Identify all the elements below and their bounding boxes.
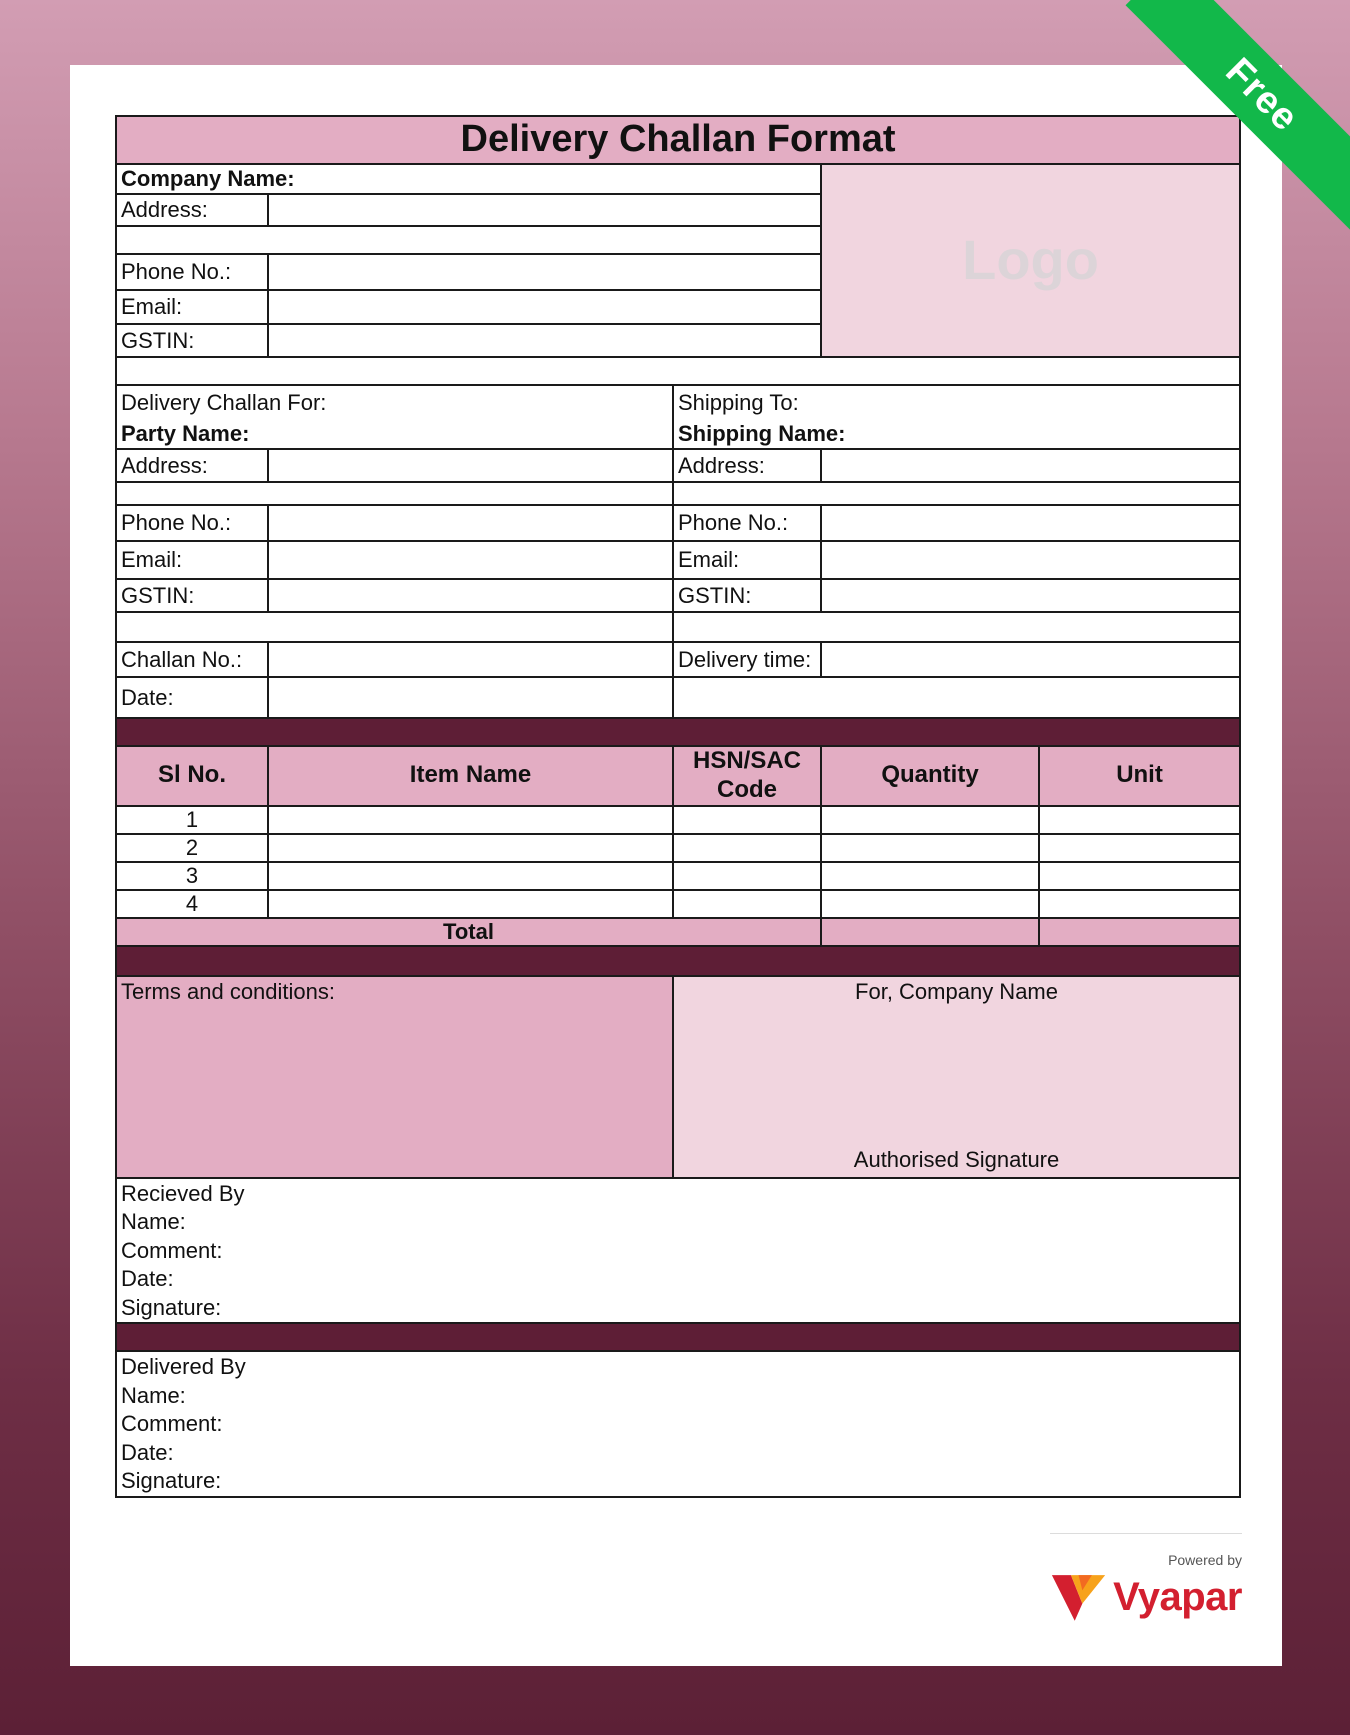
item-name-cell[interactable] [268, 862, 673, 890]
free-ribbon-wrap [1110, 0, 1350, 240]
quantity-cell[interactable] [821, 834, 1039, 862]
header-sl-no: Sl No. [116, 746, 268, 806]
company-gstin-field[interactable] [268, 324, 821, 357]
header-item-name: Item Name [268, 746, 673, 806]
party-address-label: Address: [116, 449, 268, 482]
company-address-field[interactable] [268, 194, 821, 226]
total-quantity-cell[interactable] [821, 918, 1039, 946]
powered-by-footer [1050, 1533, 1242, 1624]
company-gstin-label: GSTIN: [116, 324, 268, 357]
item-name-cell[interactable] [268, 890, 673, 918]
received-date-label: Date: [121, 1266, 174, 1292]
company-phone-field[interactable] [268, 254, 821, 290]
quantity-cell[interactable] [821, 862, 1039, 890]
party-gstin-label: GSTIN: [116, 579, 268, 612]
unit-cell[interactable] [1039, 806, 1240, 834]
shipping-email-label: Email: [673, 541, 821, 579]
hsn-code-cell[interactable] [673, 834, 821, 862]
vyapar-logo-icon [1050, 1570, 1107, 1624]
vyapar-brand-name: Vyapar [1113, 1574, 1242, 1619]
header-unit: Unit [1039, 746, 1240, 806]
quantity-cell[interactable] [821, 806, 1039, 834]
party-gstin-field[interactable] [268, 579, 673, 612]
divider-band [116, 718, 1240, 746]
row-sl-no: 3 [116, 862, 268, 890]
table-row [116, 806, 1240, 834]
company-name-label: Company Name: [116, 164, 821, 194]
company-address-label: Address: [116, 194, 268, 226]
company-phone-label: Phone No.: [116, 254, 268, 290]
row-sl-no: 2 [116, 834, 268, 862]
quantity-cell[interactable] [821, 890, 1039, 918]
challan-no-field[interactable] [268, 642, 673, 677]
total-unit-cell[interactable] [1039, 918, 1240, 946]
header-hsn-sac-code: HSN/SAC Code [673, 746, 821, 806]
shipping-name-label: Shipping Name: [673, 419, 1240, 449]
party-address-field[interactable] [268, 449, 673, 482]
party-section-label: Delivery Challan For: [116, 385, 673, 419]
total-label: Total [116, 918, 821, 946]
free-ribbon: Free [1126, 0, 1350, 231]
spacer-row [116, 357, 1240, 385]
delivered-by-section[interactable] [116, 1351, 1240, 1497]
challan-date-field[interactable] [268, 677, 673, 718]
party-email-label: Email: [116, 541, 268, 579]
party-email-field[interactable] [268, 541, 673, 579]
delivered-date-label: Date: [121, 1439, 174, 1465]
challan-table [115, 115, 1241, 1498]
shipping-address-line2[interactable] [673, 482, 1240, 505]
party-phone-field[interactable] [268, 505, 673, 541]
shipping-phone-field[interactable] [821, 505, 1240, 541]
footer-divider [1050, 1533, 1242, 1534]
table-row [116, 834, 1240, 862]
received-signature-label: Signature: [121, 1294, 222, 1320]
hsn-code-cell[interactable] [673, 862, 821, 890]
company-address-line2[interactable] [116, 226, 821, 254]
delivered-comment-label: Comment: [121, 1411, 223, 1437]
challan-form [115, 115, 1239, 1498]
vyapar-brand[interactable] [1050, 1570, 1242, 1624]
row-sl-no: 1 [116, 806, 268, 834]
party-address-line2[interactable] [116, 482, 673, 505]
row-sl-no: 4 [116, 890, 268, 918]
item-name-cell[interactable] [268, 834, 673, 862]
divider-band [116, 946, 1240, 976]
powered-by-label: Powered by [1168, 1552, 1242, 1568]
party-name-label: Party Name: [116, 419, 673, 449]
shipping-gstin-field[interactable] [821, 579, 1240, 612]
for-company-name: For, Company Name [855, 978, 1058, 1004]
page-title: Delivery Challan Format [116, 116, 1240, 164]
terms-and-conditions[interactable]: Terms and conditions: [116, 976, 673, 1178]
company-email-label: Email: [116, 290, 268, 324]
delivered-signature-label: Signature: [121, 1468, 222, 1494]
delivery-time-label: Delivery time: [673, 642, 821, 677]
shipping-email-field[interactable] [821, 541, 1240, 579]
unit-cell[interactable] [1039, 834, 1240, 862]
unit-cell[interactable] [1039, 890, 1240, 918]
challan-date-blank [673, 677, 1240, 718]
shipping-phone-label: Phone No.: [673, 505, 821, 541]
authorised-signature: Authorised Signature [853, 1147, 1060, 1173]
hsn-code-cell[interactable] [673, 890, 821, 918]
challan-date-label: Date: [116, 677, 268, 718]
item-name-cell[interactable] [268, 806, 673, 834]
received-by-title: Recieved By [121, 1180, 245, 1206]
received-name-label: Name: [121, 1209, 186, 1235]
received-by-section[interactable] [116, 1178, 1240, 1324]
challan-no-label: Challan No.: [116, 642, 268, 677]
signature-box[interactable] [673, 976, 1240, 1178]
table-row [116, 862, 1240, 890]
party-spacer [116, 612, 673, 642]
divider-band [116, 1323, 1240, 1351]
shipping-gstin-label: GSTIN: [673, 579, 821, 612]
shipping-address-field[interactable] [821, 449, 1240, 482]
shipping-address-label: Address: [673, 449, 821, 482]
shipping-spacer [673, 612, 1240, 642]
received-comment-label: Comment: [121, 1237, 223, 1263]
logo-placeholder: Logo [821, 164, 1240, 357]
table-row [116, 890, 1240, 918]
party-phone-label: Phone No.: [116, 505, 268, 541]
shipping-section-label: Shipping To: [673, 385, 1240, 419]
header-quantity: Quantity [821, 746, 1039, 806]
delivered-by-title: Delivered By [121, 1354, 246, 1380]
company-email-field[interactable] [268, 290, 821, 324]
delivery-time-field[interactable] [821, 642, 1240, 677]
hsn-code-cell[interactable] [673, 806, 821, 834]
unit-cell[interactable] [1039, 862, 1240, 890]
delivered-name-label: Name: [121, 1382, 186, 1408]
